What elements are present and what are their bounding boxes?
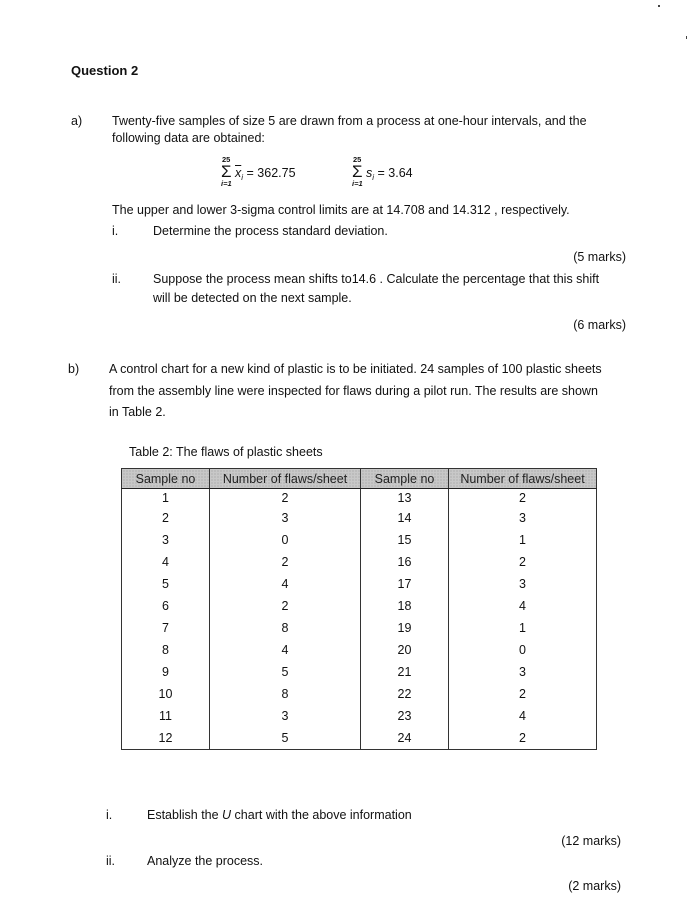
cell-flaws: 4 bbox=[210, 639, 361, 661]
cell-sample: 21 bbox=[361, 661, 449, 683]
cell-sample: 6 bbox=[122, 595, 210, 617]
scan-speck bbox=[686, 36, 687, 39]
cell-flaws: 3 bbox=[210, 507, 361, 529]
sum-lower-limit: i=1 bbox=[352, 179, 363, 188]
part-b-i-text bbox=[147, 808, 412, 822]
table-row bbox=[122, 705, 597, 727]
cell-flaws: 1 bbox=[449, 617, 597, 639]
table-row bbox=[122, 573, 597, 595]
cell-sample: 20 bbox=[361, 639, 449, 661]
table-row bbox=[122, 529, 597, 551]
part-a-intro-line2: following data are obtained: bbox=[112, 131, 265, 145]
flaws-table bbox=[121, 468, 597, 750]
cell-flaws: 0 bbox=[449, 639, 597, 661]
part-a-ii-marks: (6 marks) bbox=[573, 318, 626, 332]
question-title: Question 2 bbox=[71, 63, 139, 78]
u-chart-symbol: U bbox=[222, 808, 232, 822]
part-b-label: b) bbox=[68, 362, 80, 376]
cell-sample: 8 bbox=[122, 639, 210, 661]
cell-flaws: 2 bbox=[449, 683, 597, 705]
part-b-intro-line1: A control chart for a new kind of plastic is to be initiated. 24 samples of 100 plastic sheets bbox=[109, 362, 602, 376]
part-b-i-numeral: i. bbox=[106, 808, 113, 822]
cell-flaws: 4 bbox=[449, 595, 597, 617]
cell-sample: 14 bbox=[361, 507, 449, 529]
sum-of-means-formula bbox=[221, 155, 296, 188]
cell-sample: 3 bbox=[122, 529, 210, 551]
cell-sample: 15 bbox=[361, 529, 449, 551]
cell-sample: 9 bbox=[122, 661, 210, 683]
table-header-row bbox=[122, 469, 597, 489]
cell-sample: 10 bbox=[122, 683, 210, 705]
part-b-i-marks: (12 marks) bbox=[561, 834, 621, 848]
table-row bbox=[122, 595, 597, 617]
cell-flaws: 3 bbox=[449, 573, 597, 595]
header-sample-no: Sample no bbox=[122, 469, 210, 489]
xbar-subscript: i bbox=[241, 173, 244, 182]
s-variable: s bbox=[366, 166, 373, 180]
cell-sample: 24 bbox=[361, 727, 449, 750]
table-row bbox=[122, 617, 597, 639]
part-a-intro-line1: Twenty-five samples of size 5 are drawn from a process at one-hour intervals, and the bbox=[112, 114, 587, 128]
cell-flaws: 3 bbox=[210, 705, 361, 727]
sum-lower-limit: i=1 bbox=[221, 179, 232, 188]
cell-sample: 7 bbox=[122, 617, 210, 639]
cell-flaws: 4 bbox=[449, 705, 597, 727]
part-a-label: a) bbox=[71, 114, 83, 128]
s-subscript: i bbox=[372, 173, 375, 182]
header-sample-no: Sample no bbox=[361, 469, 449, 489]
part-b-ii-text: Analyze the process. bbox=[147, 854, 264, 868]
cell-flaws: 2 bbox=[449, 551, 597, 573]
cell-sample: 19 bbox=[361, 617, 449, 639]
cell-flaws: 2 bbox=[210, 551, 361, 573]
sigma-symbol: Σ bbox=[352, 162, 363, 181]
cell-sample: 5 bbox=[122, 573, 210, 595]
sum-of-means-value: = 362.75 bbox=[246, 166, 296, 180]
cell-sample: 13 bbox=[361, 489, 449, 508]
sum-of-std-formula bbox=[352, 155, 413, 188]
cell-flaws: 1 bbox=[449, 529, 597, 551]
table-row bbox=[122, 683, 597, 705]
sum-upper-limit: 25 bbox=[222, 155, 231, 164]
cell-sample: 4 bbox=[122, 551, 210, 573]
cell-flaws: 5 bbox=[210, 661, 361, 683]
part-a-i-numeral: i. bbox=[112, 224, 119, 238]
part-b-intro-line2: from the assembly line were inspected for flaws during a pilot run. The results are shown bbox=[109, 384, 598, 398]
cell-sample: 22 bbox=[361, 683, 449, 705]
cell-flaws: 2 bbox=[210, 595, 361, 617]
part-b-i-text-before: Establish the bbox=[147, 808, 223, 822]
part-a-i-text: Determine the process standard deviation. bbox=[153, 224, 388, 238]
cell-sample: 1 bbox=[122, 489, 210, 508]
cell-sample: 2 bbox=[122, 507, 210, 529]
part-a-ii-text-line2: will be detected on the next sample. bbox=[153, 291, 352, 305]
header-flaws: Number of flaws/sheet bbox=[210, 469, 361, 489]
cell-flaws: 4 bbox=[210, 573, 361, 595]
cell-sample: 11 bbox=[122, 705, 210, 727]
part-b-ii-numeral: ii. bbox=[106, 854, 116, 868]
part-b-intro-line3: in Table 2. bbox=[109, 405, 166, 419]
cell-flaws: 3 bbox=[449, 507, 597, 529]
cell-flaws: 5 bbox=[210, 727, 361, 750]
part-a-i-marks: (5 marks) bbox=[573, 250, 626, 264]
sum-of-std-value: = 3.64 bbox=[377, 166, 413, 180]
cell-flaws: 8 bbox=[210, 617, 361, 639]
part-a-ii-numeral: ii. bbox=[112, 272, 122, 286]
part-b-ii-marks: (2 marks) bbox=[568, 879, 621, 893]
part-a-ii-text-line1: Suppose the process mean shifts to14.6 . Calculate the percentage that this shift bbox=[153, 272, 600, 286]
control-limits-text: The upper and lower 3-sigma control limits are at 14.708 and 14.312 , respectively. bbox=[112, 203, 570, 217]
table-row bbox=[122, 507, 597, 529]
table-row bbox=[122, 489, 597, 508]
header-flaws: Number of flaws/sheet bbox=[449, 469, 597, 489]
table-caption: Table 2: The flaws of plastic sheets bbox=[129, 445, 323, 459]
cell-sample: 12 bbox=[122, 727, 210, 750]
cell-flaws: 2 bbox=[449, 727, 597, 750]
table-row bbox=[122, 727, 597, 750]
xbar-variable: $\overline{x}$ bbox=[235, 166, 242, 180]
cell-flaws: 2 bbox=[210, 489, 361, 508]
sum-upper-limit: 25 bbox=[353, 155, 362, 164]
cell-sample: 18 bbox=[361, 595, 449, 617]
cell-flaws: 3 bbox=[449, 661, 597, 683]
table-row bbox=[122, 639, 597, 661]
cell-sample: 16 bbox=[361, 551, 449, 573]
sigma-symbol: Σ bbox=[221, 162, 232, 181]
table-row bbox=[122, 661, 597, 683]
cell-sample: 17 bbox=[361, 573, 449, 595]
cell-flaws: 0 bbox=[210, 529, 361, 551]
cell-flaws: 8 bbox=[210, 683, 361, 705]
scan-speck bbox=[658, 5, 660, 7]
table-row bbox=[122, 551, 597, 573]
cell-flaws: 2 bbox=[449, 489, 597, 508]
part-b-i-text-after: chart with the above information bbox=[231, 808, 412, 822]
cell-sample: 23 bbox=[361, 705, 449, 727]
